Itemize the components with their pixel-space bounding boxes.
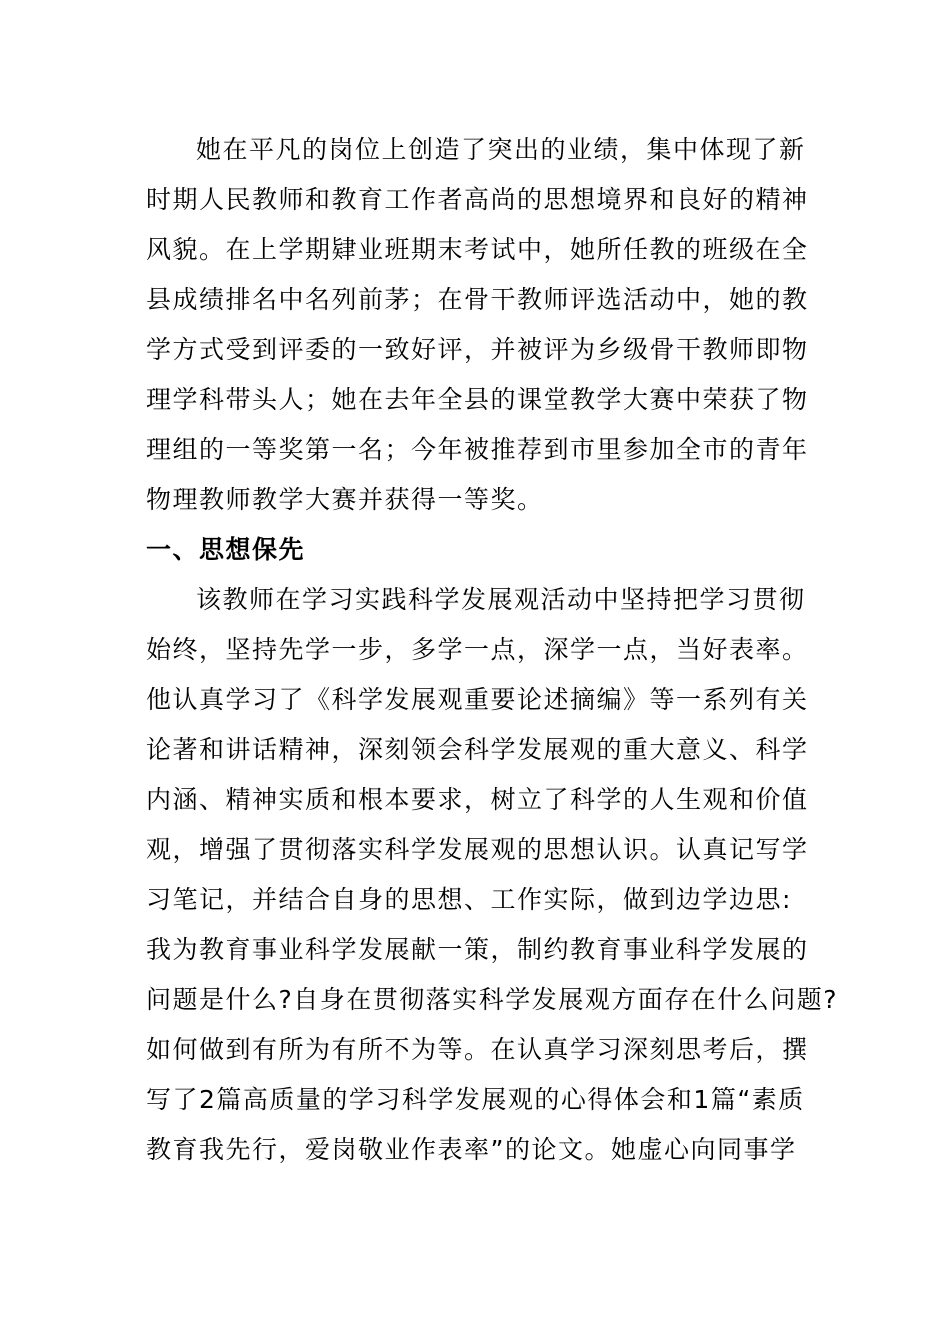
text-line: 问题是什么?自身在贯彻落实科学发展观方面存在什么问题? <box>146 985 839 1014</box>
text-line: 教育我先行，爱岗敬业作表率”的论文。她虚心向同事学 <box>146 1135 797 1164</box>
document-body <box>146 125 839 1175</box>
text-line: 他认真学习了《科学发展观重要论述摘编》等一系列有关 <box>146 685 809 714</box>
text-line: 时期人民教师和教育工作者高尚的思想境界和良好的精神 <box>146 185 809 214</box>
text-line: 习笔记，并结合自身的思想、工作实际，做到边学边思: <box>146 885 792 914</box>
text-line: 她在平凡的岗位上创造了突出的业绩，集中体现了新 <box>196 135 806 164</box>
text-line: 论著和讲话精神，深刻领会科学发展观的重大意义、科学 <box>146 735 809 764</box>
section-heading: 一、思想保先 <box>146 535 306 564</box>
text-line: 内涵、精神实质和根本要求，树立了科学的人生观和价值 <box>146 785 809 814</box>
text-line: 理组的一等奖第一名；今年被推荐到市里参加全市的青年 <box>146 435 809 464</box>
text-line: 理学科带头人；她在去年全县的课堂教学大赛中荣获了物 <box>146 385 809 414</box>
text-line: 风貌。在上学期肄业班期末考试中，她所任教的班级在全 <box>146 235 809 264</box>
paragraph-thinking <box>146 575 839 1175</box>
text-line: 我为教育事业科学发展献一策，制约教育事业科学发展的 <box>146 935 809 964</box>
text-line: 县成绩排名中名列前茅；在骨干教师评选活动中，她的教 <box>146 285 809 314</box>
paragraph-achievements <box>146 125 816 525</box>
text-line: 学方式受到评委的一致好评，并被评为乡级骨干教师即物 <box>146 335 809 364</box>
text-line: 物理教师教学大赛并获得一等奖。 <box>146 485 544 514</box>
text-line: 如何做到有所为有所不为等。在认真学习深刻思考后，撰 <box>146 1035 809 1064</box>
text-line: 观，增强了贯彻落实科学发展观的思想认识。认真记写学 <box>146 835 809 864</box>
text-line: 该教师在学习实践科学发展观活动中坚持把学习贯彻 <box>196 585 806 614</box>
text-line: 写了2篇高质量的学习科学发展观的心得体会和1篇“素质 <box>146 1085 805 1114</box>
text-line: 始终，坚持先学一步，多学一点，深学一点，当好表率。 <box>146 635 809 664</box>
